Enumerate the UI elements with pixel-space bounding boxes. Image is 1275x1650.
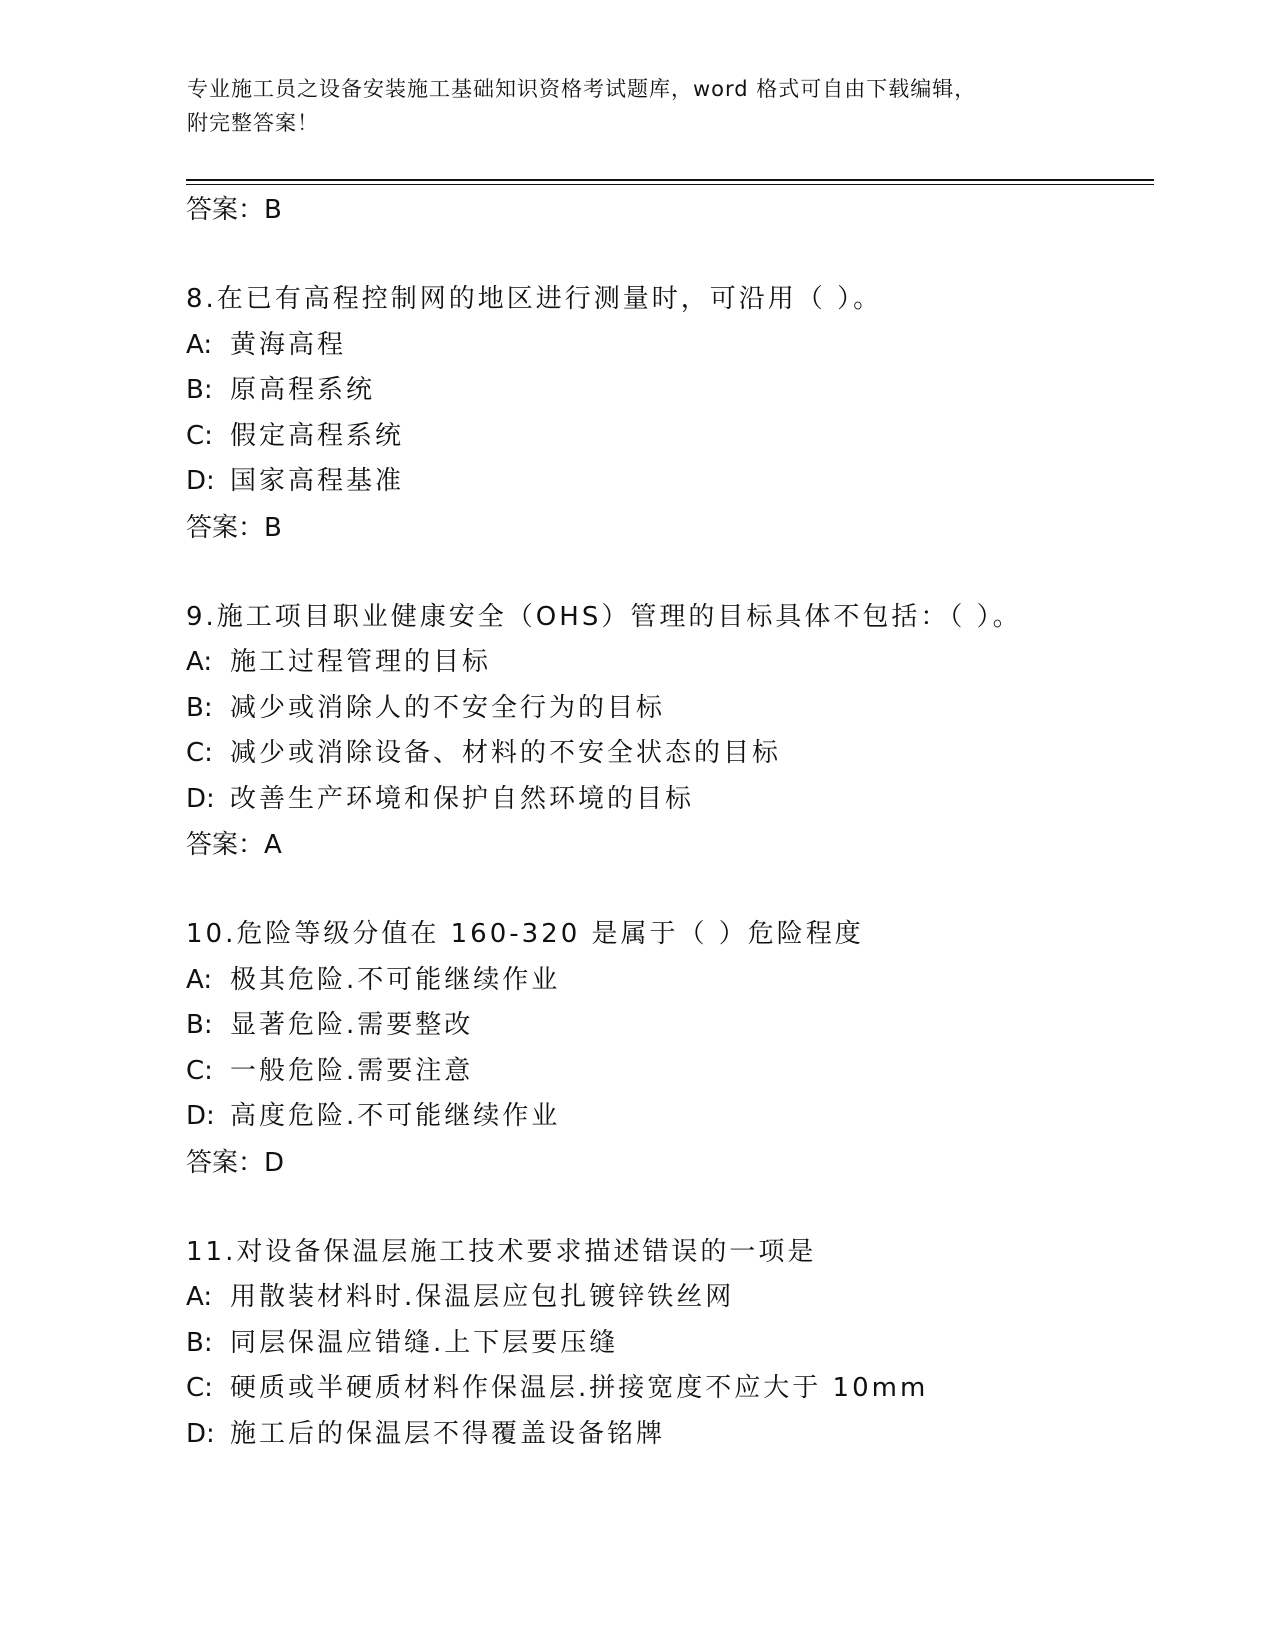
answer-line: 答案：B (186, 512, 282, 543)
option-b (186, 686, 1154, 732)
option-letter: A: (186, 964, 213, 995)
option-letter: B: (186, 375, 213, 405)
option-c (186, 731, 1154, 777)
answer-line: 答案：A (186, 830, 282, 860)
option-c (186, 414, 1154, 460)
option-letter: A: (186, 647, 213, 677)
option-text: 改善生产环境和保护自然环境的目标 (230, 783, 695, 814)
option-text: 显著危险.需要整改 (230, 1010, 474, 1040)
option-text: 减少或消除人的不安全行为的目标 (230, 692, 666, 723)
option-text: 极其危险.不可能继续作业 (230, 964, 561, 995)
question-list (186, 187, 1154, 1501)
question-item (186, 595, 1154, 869)
option-letter: C: (186, 738, 213, 768)
option-text: 原高程系统 (230, 375, 376, 405)
question-title: 8.在已有高程控制网的地区进行测量时，可沿用（ ）。 (186, 284, 883, 314)
option-letter: A: (186, 1282, 213, 1312)
option-text: 黄海高程 (230, 329, 347, 360)
option-letter: A: (186, 329, 213, 360)
option-letter: D: (186, 1101, 215, 1131)
option-text: 高度危险.不可能继续作业 (230, 1101, 561, 1131)
option-a (186, 958, 1154, 1004)
option-a (186, 640, 1154, 686)
answer-line: 答案：B (186, 195, 282, 225)
option-c (186, 1366, 1154, 1412)
question-item (186, 277, 1154, 551)
option-letter: C: (186, 420, 213, 451)
question-title: 11.对设备保温层施工技术要求描述错误的一项是 (186, 1236, 817, 1267)
option-letter: D: (186, 1418, 215, 1449)
option-text: 施工后的保温层不得覆盖设备铭牌 (230, 1418, 666, 1449)
option-b (186, 368, 1154, 414)
header-divider-thin (186, 184, 1154, 185)
option-letter: D: (186, 783, 215, 814)
header-line-1: 专业施工员之设备安装施工基础知识资格考试题库，word 格式可自由下载编辑， (187, 77, 977, 101)
answer-line: 答案：D (186, 1147, 285, 1178)
option-text: 同层保温应错缝.上下层要压缝 (230, 1327, 619, 1358)
option-letter: B: (186, 692, 213, 723)
question-item (186, 912, 1154, 1186)
option-d (186, 1412, 1154, 1458)
question-title: 10.危险等级分值在 160-320 是属于（ ）危险程度 (186, 919, 864, 949)
header-line-2: 附完整答案！ (187, 111, 319, 135)
option-text: 减少或消除设备、材料的不安全状态的目标 (230, 738, 782, 768)
option-b (186, 1003, 1154, 1049)
question-item (186, 1230, 1154, 1458)
option-letter: B: (186, 1327, 213, 1358)
option-d (186, 777, 1154, 823)
option-d (186, 1094, 1154, 1140)
option-letter: C: (186, 1373, 213, 1403)
document-header (187, 72, 1087, 140)
header-divider-thick (186, 179, 1154, 181)
option-text: 一般危险.需要注意 (230, 1055, 474, 1086)
option-text: 假定高程系统 (230, 420, 405, 451)
option-text: 用散装材料时.保温层应包扎镀锌铁丝网 (230, 1282, 735, 1312)
option-letter: D: (186, 466, 215, 496)
option-a (186, 323, 1154, 369)
option-d (186, 459, 1154, 505)
option-c (186, 1049, 1154, 1095)
option-letter: C: (186, 1055, 213, 1086)
option-b (186, 1321, 1154, 1367)
option-letter: B: (186, 1010, 213, 1040)
option-text: 施工过程管理的目标 (230, 647, 492, 677)
option-text: 硬质或半硬质材料作保温层.拼接宽度不应大于 10mm (230, 1373, 929, 1403)
option-a (186, 1275, 1154, 1321)
option-text: 国家高程基准 (230, 466, 405, 496)
question-title: 9.施工项目职业健康安全（OHS）管理的目标具体不包括：（ ）。 (186, 601, 1022, 632)
